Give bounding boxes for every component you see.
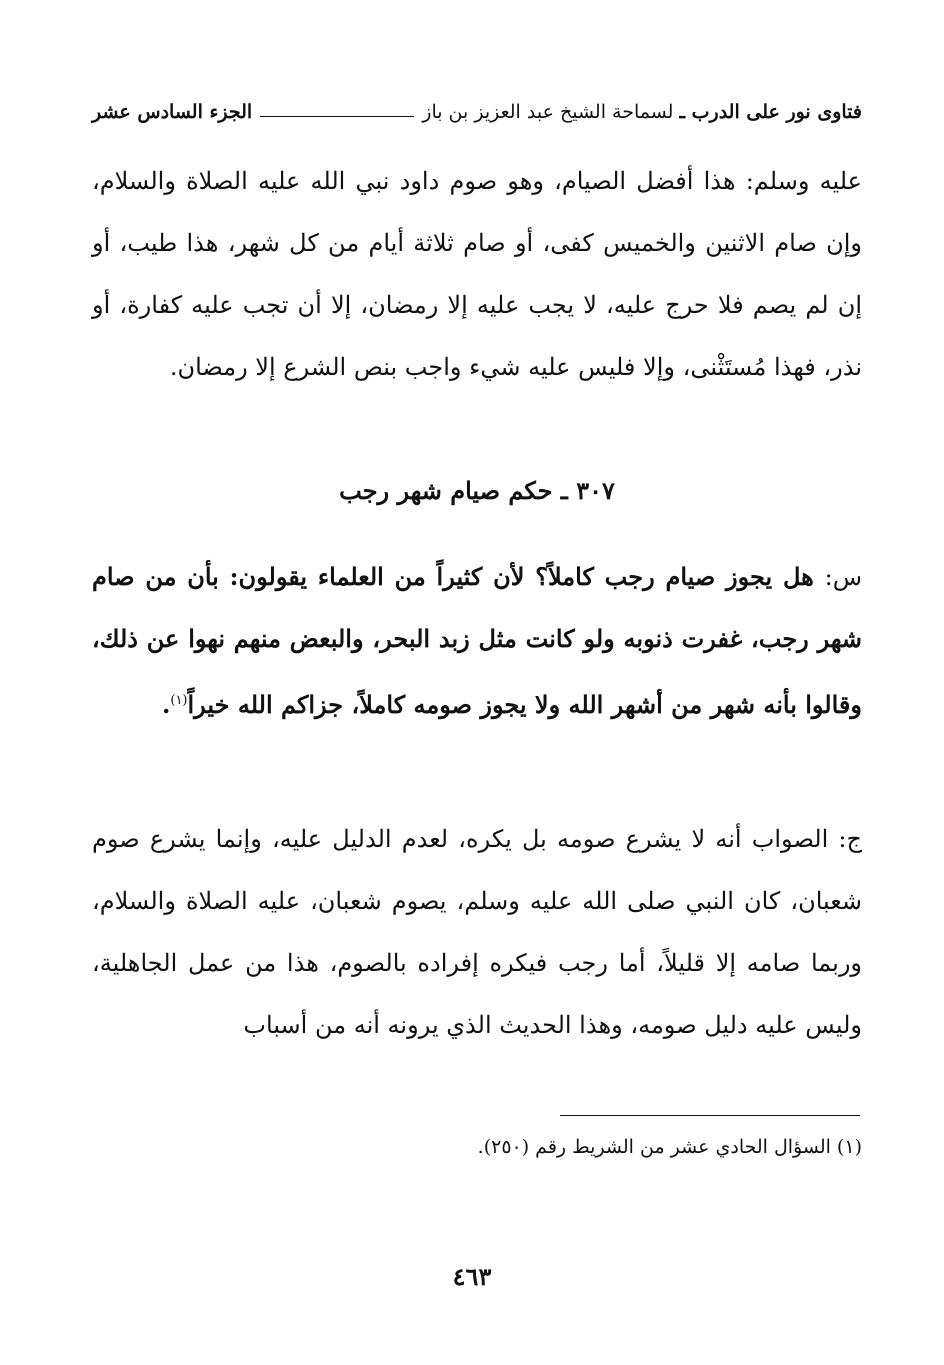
- footnote-marker: (١): [170, 693, 188, 708]
- question-prefix: س:: [824, 563, 863, 591]
- answer-text: ج: الصواب أنه لا يشرع صومه بل يكره، لعدم الدليل عليه، وإنما يشرع صوم شعبان، كان النبي صلى الله عليه وسلم، يصوم شعبان، عليه الصلاة والسلام، وربما صامه إلا قليلاً، أما رجب فيكره إفراده بالصوم، هذا من عمل الجاهلية، وليس عليه دليل صومه، وهذا الحديث الذي يرونه أنه من أسباب: [92, 825, 862, 1039]
- paragraph-text: عليه وسلم: هذا أفضل الصيام، وهو صوم داود نبي الله عليه الصلاة والسلام، وإن صام الاثنين والخميس كفى، أو صام ثلاثة أيام من كل شهر، هذا طيب، أو إن لم يصم فلا حرج عليه، لا يجب عليه إلا رمضان، إلا أن تجب عليه كفارة، أو نذر، فهذا مُستَثْنى، وإلا فليس عليه شيء واجب بنص الشرع إلا رمضان.: [92, 167, 862, 381]
- running-header: [92, 92, 862, 132]
- footnote: (١) السؤال الحادي عشر من الشريط رقم (٢٥٠).: [477, 1136, 862, 1158]
- author-name: لسماحة الشيخ عبد العزيز بن باز: [422, 101, 674, 123]
- book-title: فتاوى نور على الدرب ـ: [679, 101, 862, 123]
- question-paragraph: [92, 546, 862, 736]
- footnote-separator: [560, 1115, 860, 1116]
- page-number: ٤٦٣: [452, 1262, 492, 1291]
- volume-part: الجزء السادس عشر: [92, 101, 253, 123]
- question-text: هل يجوز صيام رجب كاملاً؟ لأن كثيراً من العلماء يقولون: بأن من صام شهر رجب، غفرت ذنوبه ولو كانت مثل زبد البحر، والبعض منهم نهوا عن ذلك، وقالوا بأنه شهر من أشهر الله ولا يجوز صومه كاملاً، جزاكم الله خيراً: [92, 562, 862, 719]
- question-end: .: [162, 690, 171, 719]
- answer-block: [92, 808, 862, 1056]
- question-block: [92, 546, 862, 736]
- section-heading: ٣٠٧ ـ حكم صيام شهر رجب: [339, 476, 615, 505]
- header-rule: [260, 116, 414, 117]
- continuation-paragraph: [92, 150, 862, 398]
